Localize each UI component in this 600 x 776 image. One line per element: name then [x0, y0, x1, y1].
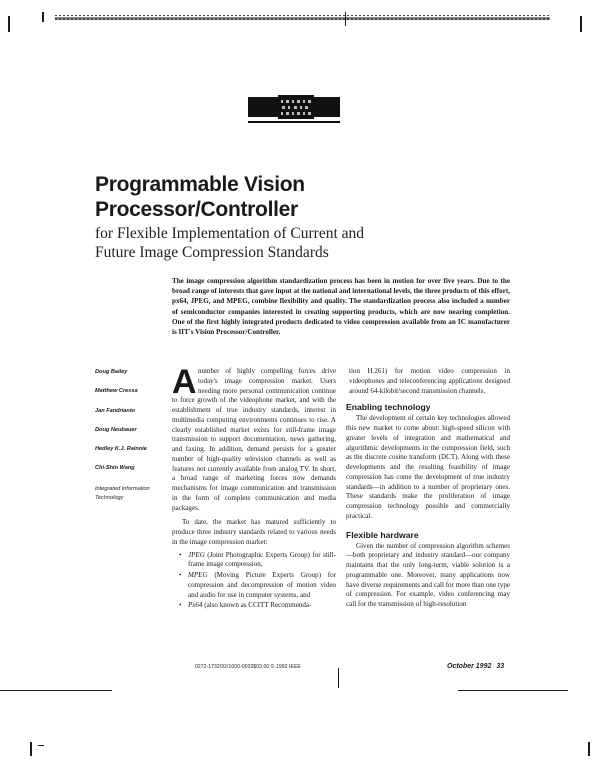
paragraph: The development of certain key technologies allowed this new market to come about: high-speed silicon with greater levels of integration and mathematical and algorithmic developments in the compression field, such as the discrete cosine transform (DCT). Along with these developments and the resulting feasibility of image compression has come the development of true industry standards—in addition to a number of proprietary ones. These standards make the proliferation of image compression technology possible and commercially practical.: [346, 414, 510, 520]
bottom-crop-rule-left: [0, 690, 112, 691]
section-heading: Enabling technology: [346, 402, 431, 413]
article-title: [95, 172, 455, 222]
page-footer: [447, 663, 504, 670]
abstract: The image compression algorithm standardization process has been in motion for over five years. Due to the broad range of interests that gave input at the national and international levels, the three products of this effort, px64, JPEG, and MPEG, combine flexibility and quality. The standardization process also included a number of semiconductor companies interested in creating supporting products, which are now nearing completion. One of the first highly integrated products dedicated to video compression available from an IC manufacturer is IIT's Vision Processor/Controller.: [172, 277, 510, 337]
registration-bar: [55, 14, 550, 24]
bottom-crop-rule-right: [458, 690, 568, 691]
body-column-1: [172, 363, 336, 612]
intro-text: number of highly compelling forces drive today's image compression market. Users needing more personal communication continue to force growth of the videophone market, and with the establishment of true industry standards, interest in multimedia computing environments continues to rise. A clearly established market exists for still-frame image transmission to support documentation, news gathering, and faxing. In addition, demand persists for a greater number of high-quality television channels as well as features not currently available from analog TV. In short, a broad range of marketing forces now demands mechanisms for image communication and transmission in the form of complete communication and media packages.: [172, 367, 336, 512]
subtitle-line-1: for Flexible Implementation of Current and: [95, 225, 365, 242]
title-line-2: Processor/Controller: [95, 198, 298, 221]
author-name: Doug Neubauer: [95, 426, 137, 433]
top-crop-mark: [42, 12, 44, 22]
article-subtitle: [95, 224, 455, 262]
page-number: 33: [496, 663, 505, 670]
author-name: Doug Bailey: [95, 369, 128, 375]
bottom-crop-mark-right: [588, 742, 590, 756]
top-tick: [345, 12, 346, 26]
top-crop-mark-left: [8, 16, 10, 32]
issue-date: October 1992: [447, 663, 492, 670]
title-line-1: Programmable Vision: [95, 173, 305, 196]
paragraph: Given the number of compression algorithm schemes—both proprietary and industry standard—our company maintains that the only long-term, viable solution is a programmable one. Moreover, many applications now have diverse requirements and call for more than one type of compression. For example, video conferencing may call for the transmission of high-resolution: [346, 541, 510, 608]
author-name: Chi-Shin Wang: [95, 465, 135, 472]
copyright-line: 0272-1732/92/1000-0033$03.00 © 1992 IEEE: [195, 664, 301, 670]
list-item: [188, 601, 336, 611]
list-item-term: JPEG: [188, 550, 205, 559]
subtitle-line-2: Future Image Compression Standards: [95, 244, 329, 261]
list-item: [188, 551, 336, 571]
list-item-text: (Joint Photographic Experts Group) for still-frame image compression,: [188, 550, 336, 569]
standards-list: [172, 551, 336, 612]
bottom-crop-mark-left-2: [38, 745, 44, 746]
section-banner-graphic: [248, 95, 340, 125]
author-list: [95, 369, 170, 503]
section-heading: Flexible hardware: [346, 529, 419, 540]
list-item-term: Px64: [188, 601, 203, 610]
top-crop-mark-right: [580, 16, 582, 32]
drop-cap: A: [172, 363, 197, 401]
bottom-crop-mark-left: [30, 742, 32, 756]
body-column-2: [346, 367, 510, 610]
list-item-text: (Moving Picture Experts Group) for compression and decompression of motion video and audio for use in computer systems, and: [188, 571, 336, 599]
bottom-tick: [338, 668, 339, 688]
author-affiliation: Integrated Information Technology: [95, 485, 150, 501]
list-item-text: (also known as CCITT Recommenda-: [202, 601, 312, 610]
paragraph: tion H.261) for motion video compression in videophones and teleconferencing applications designed around 64-kilobit/second transmission channels.: [349, 367, 510, 395]
intro-paragraph: [172, 363, 336, 513]
author-name: Matthew Cressa: [95, 388, 138, 395]
author-name: Hedley K.J. Rainnie: [95, 446, 147, 453]
list-item-term: MPEG: [188, 571, 208, 579]
author-name: Jan Fandrianto: [95, 407, 136, 414]
paragraph: To date, the market has matured sufficiently to produce three industry standards related to various needs in the image compression market:: [172, 518, 336, 546]
list-item: [188, 571, 336, 600]
